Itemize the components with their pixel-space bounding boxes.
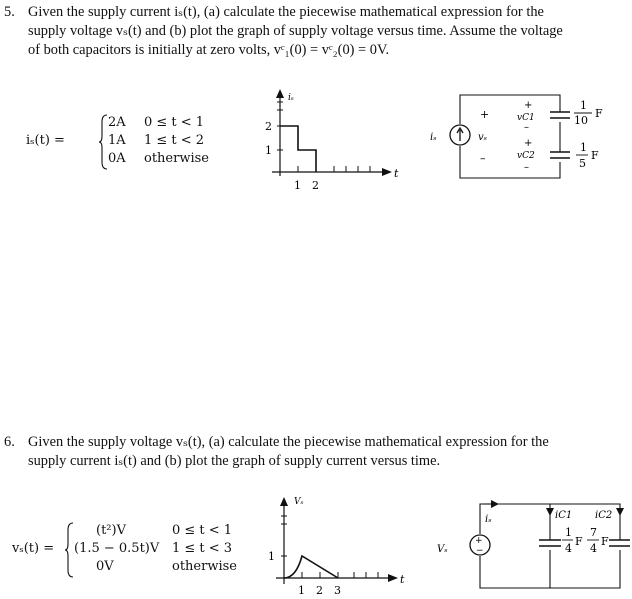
x-axis-arrow-icon [382, 168, 392, 176]
c1-value-numerator: 1 [565, 526, 572, 539]
c2-voltage-label: vC2 [517, 151, 535, 161]
ic2-arrow-icon [616, 508, 624, 516]
x-tick-label-3: 3 [334, 584, 341, 597]
case-1-value: 2A [108, 115, 126, 130]
problem-6-graph [262, 494, 422, 598]
ic2-label: iC2 [595, 510, 613, 521]
case-1-condition: 0 ≤ t < 1 [172, 523, 233, 538]
problem-6-equation [12, 520, 252, 580]
step-function-curve [280, 126, 316, 172]
current-arrow-icon [491, 500, 499, 508]
problem-5-statement [4, 3, 628, 60]
y-axis-label: iₛ [288, 93, 294, 103]
x-axis-label: t [394, 167, 399, 180]
problem-6-line-1: 6. Given the supply voltage vₛ(t), (a) calculate the piecewise mathematical expression for the [4, 434, 549, 450]
cap2-gap [552, 152, 568, 162]
problem-6-line-2: supply current iₛ(t) and (b) plot the graph of supply current versus time. [28, 453, 441, 469]
y-axis-arrow-icon [276, 89, 284, 98]
current-label: iₛ [485, 514, 492, 525]
cap1-gap [552, 112, 568, 122]
c2-value-denominator: 5 [579, 157, 586, 170]
source-plus: + [475, 536, 483, 546]
c2-unit: F [591, 149, 599, 162]
circuit-wires [460, 95, 560, 178]
y-tick-label-1: 1 [265, 144, 272, 157]
x-axis-label: t [400, 573, 405, 586]
source-label: iₛ [430, 132, 437, 143]
case-2-condition: 1 ≤ t < 2 [144, 133, 205, 148]
source-label: Vₛ [437, 544, 448, 555]
source-minus: − [476, 546, 484, 556]
problem-5-graph [250, 86, 410, 196]
c2-value-denominator: 4 [590, 542, 597, 555]
c2-minus: – [524, 162, 529, 173]
x-axis-arrow-icon [388, 574, 398, 582]
y-axis-label: Vₛ [294, 497, 304, 507]
case-1-value: (t²)V [96, 523, 126, 538]
x-tick-label-2: 2 [316, 584, 323, 597]
y-tick-label-2: 2 [265, 120, 272, 133]
case-2-value: 1A [108, 133, 126, 148]
y-tick-label-1: 1 [268, 550, 275, 563]
problem-5-line-3: of both capacitors is initially at zero volts, vᶜ₁(0) = vᶜ₂(0) = 0V. [28, 42, 390, 58]
c1-value-denominator: 4 [565, 542, 572, 555]
voltage-curve [284, 556, 338, 578]
problem-6-circuit [425, 496, 630, 596]
c2-plus: + [524, 138, 533, 149]
c2-value-numerator: 1 [580, 141, 587, 154]
problem-5-line-1: 5. Given the supply current iₛ(t), (a) calculate the piecewise mathematical expression for the [4, 4, 544, 20]
case-1-condition: 0 ≤ t < 1 [144, 115, 205, 130]
case-3-value: 0V [96, 559, 114, 574]
case-3-condition: otherwise [144, 151, 209, 166]
x-tick-label-1: 1 [298, 584, 305, 597]
voltage-label: vₛ [478, 132, 488, 143]
c1-voltage-label: vC1 [517, 113, 535, 123]
y-axis-arrow-icon [280, 497, 288, 506]
problem-5-number: 5. [4, 4, 15, 20]
case-3-value: 0A [108, 151, 126, 166]
ic1-label: iC1 [555, 510, 573, 521]
ic1-arrow-icon [546, 508, 554, 516]
left-brace-icon [98, 114, 108, 170]
voltage-plus: + [480, 108, 490, 121]
c1-unit: F [575, 535, 583, 548]
x-tick-label-1: 1 [294, 179, 301, 192]
c2-unit: F [601, 535, 609, 548]
c1-minus: – [524, 122, 529, 133]
case-3-condition: otherwise [172, 559, 237, 574]
x-tick-label-2: 2 [312, 179, 319, 192]
case-2-value: (1.5 − 0.5t)V [74, 541, 160, 556]
case-2-condition: 1 ≤ t < 3 [172, 541, 233, 556]
voltage-minus: – [480, 152, 486, 165]
problem-5-line-2: supply voltage vₛ(t) and (b) plot the graph of supply voltage versus time. Assume the voltage [28, 23, 563, 39]
c1-value-denominator: 10 [574, 114, 588, 127]
c2-value-numerator: 7 [590, 526, 597, 539]
equation-lhs: iₛ(t) = [26, 133, 65, 148]
problem-6-number: 6. [4, 434, 15, 450]
problem-6-statement [4, 433, 628, 471]
c1-value-numerator: 1 [580, 99, 587, 112]
equation-lhs: vₛ(t) = [12, 541, 55, 556]
c1-unit: F [595, 107, 603, 120]
left-brace-icon [64, 522, 74, 578]
problem-5-circuit [420, 90, 625, 185]
cap1-gap [541, 540, 559, 550]
problem-5-equation [26, 112, 226, 172]
cap2-gap [611, 540, 629, 550]
c1-plus: + [524, 100, 533, 111]
